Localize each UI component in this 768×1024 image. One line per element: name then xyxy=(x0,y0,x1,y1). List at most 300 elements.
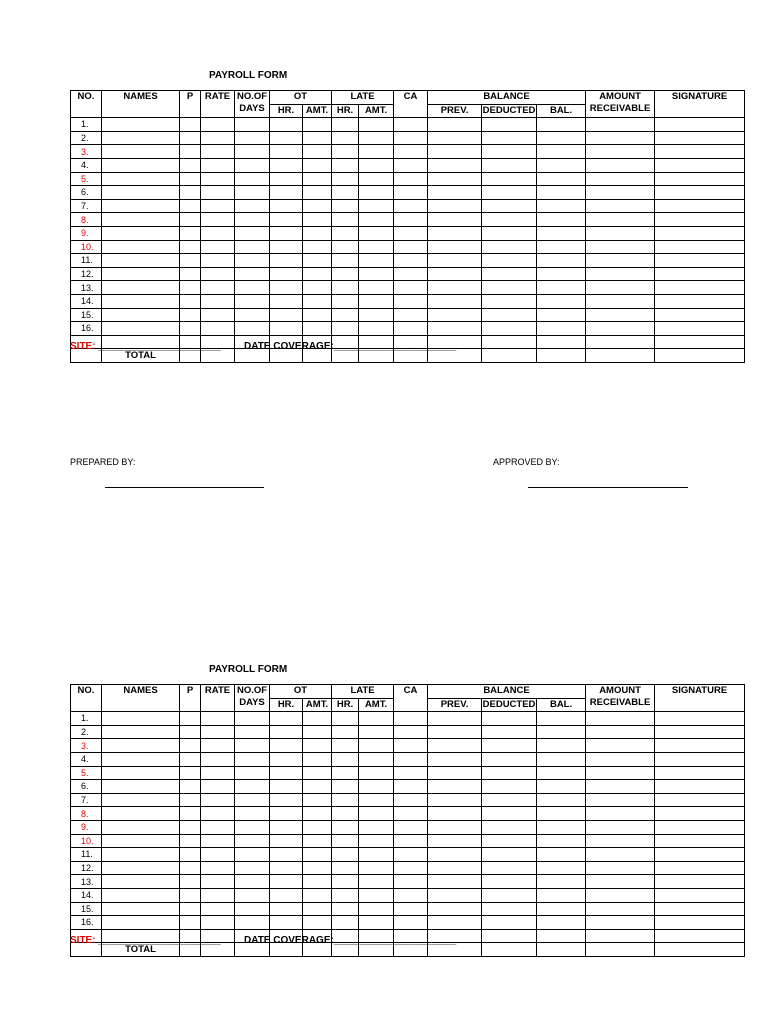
table-row xyxy=(71,294,745,308)
names-cell xyxy=(102,308,180,322)
p-cell xyxy=(180,888,201,902)
bal-cell xyxy=(537,902,586,916)
late-amt-cell xyxy=(359,186,394,200)
site-blank-line: ______________________ xyxy=(98,341,221,352)
late-hr-cell xyxy=(332,186,359,200)
table-row xyxy=(71,281,745,295)
ot-hr-cell xyxy=(270,240,303,254)
ot-amt-cell xyxy=(303,226,332,240)
amount-cell xyxy=(586,199,655,213)
date-coverage-label: DATE COVERAGE: xyxy=(244,935,334,946)
ot-amt-cell xyxy=(303,725,332,739)
prev-cell xyxy=(428,820,482,834)
names-cell xyxy=(102,848,180,862)
days-cell xyxy=(235,131,270,145)
days-cell xyxy=(235,213,270,227)
signature-cell xyxy=(655,861,745,875)
table-row xyxy=(71,820,745,834)
late-hr-cell xyxy=(332,916,359,930)
late-hr-cell xyxy=(332,888,359,902)
signature-cell xyxy=(655,780,745,794)
ca-cell xyxy=(394,172,428,186)
approved-by-label: APPROVED BY: xyxy=(493,457,560,467)
ca-cell xyxy=(394,739,428,753)
amount-cell xyxy=(586,834,655,848)
date-coverage-label: DATE COVERAGE: xyxy=(244,341,334,352)
names-cell xyxy=(102,172,180,186)
p-cell xyxy=(180,226,201,240)
late-hr-cell xyxy=(332,145,359,159)
p-cell xyxy=(180,739,201,753)
table-row xyxy=(71,322,745,336)
p-cell xyxy=(180,780,201,794)
bal-cell xyxy=(537,780,586,794)
late-hr-cell xyxy=(332,118,359,132)
days-cell xyxy=(235,888,270,902)
ot-hr-cell xyxy=(270,780,303,794)
late-hr-cell xyxy=(332,199,359,213)
ot-hr-cell xyxy=(270,752,303,766)
row-number: 7. xyxy=(71,793,102,807)
names-cell xyxy=(102,916,180,930)
header-days-line1: NO.OF xyxy=(236,91,268,102)
header-late-hr: HR. xyxy=(332,698,359,712)
site-label: SITE: xyxy=(70,935,96,946)
ca-cell xyxy=(394,834,428,848)
total-label: TOTAL xyxy=(102,943,180,957)
ot-hr-cell xyxy=(270,725,303,739)
header-days xyxy=(235,91,270,118)
ot-hr-cell xyxy=(270,158,303,172)
prev-cell xyxy=(428,131,482,145)
p-cell xyxy=(180,861,201,875)
late-hr-cell xyxy=(332,766,359,780)
row-number: 1. xyxy=(71,118,102,132)
rate-cell xyxy=(201,199,235,213)
amount-cell xyxy=(586,780,655,794)
signature-cell xyxy=(655,145,745,159)
header-row xyxy=(71,685,745,699)
header-amount-line2: RECEIVABLE xyxy=(589,697,651,708)
deducted-cell xyxy=(482,739,537,753)
table-row xyxy=(71,875,745,889)
days-cell xyxy=(235,118,270,132)
ot-hr-cell xyxy=(270,131,303,145)
days-cell xyxy=(235,172,270,186)
rate-cell xyxy=(201,861,235,875)
total-label: TOTAL xyxy=(102,349,180,363)
rate-cell xyxy=(201,780,235,794)
names-cell xyxy=(102,240,180,254)
late-amt-cell xyxy=(359,281,394,295)
late-hr-cell xyxy=(332,308,359,322)
deducted-cell xyxy=(482,131,537,145)
amount-cell xyxy=(586,145,655,159)
signature-cell xyxy=(655,848,745,862)
row-number: 10. xyxy=(71,240,102,254)
signature-cell xyxy=(655,712,745,726)
rate-cell xyxy=(201,172,235,186)
signature-cell xyxy=(655,766,745,780)
ca-cell xyxy=(394,766,428,780)
signature-cell xyxy=(655,888,745,902)
bal-cell xyxy=(537,281,586,295)
form-title: PAYROLL FORM xyxy=(209,664,288,675)
date-coverage xyxy=(244,341,456,352)
prev-cell xyxy=(428,712,482,726)
ot-hr-cell xyxy=(270,861,303,875)
total-bal-cell xyxy=(537,349,586,363)
table-row xyxy=(71,807,745,821)
prev-cell xyxy=(428,158,482,172)
rate-cell xyxy=(201,807,235,821)
p-cell xyxy=(180,213,201,227)
signature-cell xyxy=(655,902,745,916)
table-row xyxy=(71,131,745,145)
ot-hr-cell xyxy=(270,766,303,780)
header-late-amt: AMT. xyxy=(359,698,394,712)
rate-cell xyxy=(201,875,235,889)
ca-cell xyxy=(394,199,428,213)
amount-cell xyxy=(586,902,655,916)
names-cell xyxy=(102,213,180,227)
bal-cell xyxy=(537,861,586,875)
late-amt-cell xyxy=(359,780,394,794)
header-late-amt: AMT. xyxy=(359,104,394,118)
ot-hr-cell xyxy=(270,267,303,281)
late-amt-cell xyxy=(359,712,394,726)
ot-amt-cell xyxy=(303,294,332,308)
row-number: 8. xyxy=(71,807,102,821)
header-days xyxy=(235,685,270,712)
prev-cell xyxy=(428,226,482,240)
ot-amt-cell xyxy=(303,131,332,145)
date-coverage xyxy=(244,935,456,946)
bal-cell xyxy=(537,875,586,889)
row-number: 12. xyxy=(71,861,102,875)
names-cell xyxy=(102,739,180,753)
form-footer xyxy=(70,935,457,946)
days-cell xyxy=(235,725,270,739)
days-cell xyxy=(235,322,270,336)
prev-cell xyxy=(428,213,482,227)
row-number: 4. xyxy=(71,752,102,766)
deducted-cell xyxy=(482,766,537,780)
row-number: 12. xyxy=(71,267,102,281)
bal-cell xyxy=(537,335,586,349)
signature-cell xyxy=(655,199,745,213)
header-ca: CA xyxy=(394,685,428,712)
table-row xyxy=(71,118,745,132)
ot-amt-cell xyxy=(303,172,332,186)
signature-cell xyxy=(655,820,745,834)
table-row xyxy=(71,752,745,766)
names-cell xyxy=(102,145,180,159)
names-cell xyxy=(102,158,180,172)
header-ca: CA xyxy=(394,91,428,118)
ot-amt-cell xyxy=(303,820,332,834)
row-number: 6. xyxy=(71,186,102,200)
ot-hr-cell xyxy=(270,213,303,227)
row-number: 13. xyxy=(71,281,102,295)
p-cell xyxy=(180,322,201,336)
late-hr-cell xyxy=(332,820,359,834)
row-number: 11. xyxy=(71,254,102,268)
bal-cell xyxy=(537,131,586,145)
late-amt-cell xyxy=(359,739,394,753)
amount-cell xyxy=(586,186,655,200)
days-cell xyxy=(235,712,270,726)
deducted-cell xyxy=(482,888,537,902)
header-no: NO. xyxy=(71,685,102,712)
header-amount-line1: AMOUNT xyxy=(599,91,641,102)
table-row xyxy=(71,793,745,807)
header-ot: OT xyxy=(270,685,332,699)
days-cell xyxy=(235,739,270,753)
header-names: NAMES xyxy=(102,685,180,712)
p-cell xyxy=(180,725,201,739)
amount-cell xyxy=(586,807,655,821)
row-number: 5. xyxy=(71,766,102,780)
deducted-cell xyxy=(482,848,537,862)
late-amt-cell xyxy=(359,902,394,916)
signature-cell xyxy=(655,308,745,322)
signature-cell xyxy=(655,294,745,308)
header-balance: BALANCE xyxy=(428,685,586,699)
bal-cell xyxy=(537,240,586,254)
row-number: 1. xyxy=(71,712,102,726)
total-deducted-cell xyxy=(482,349,537,363)
p-cell xyxy=(180,118,201,132)
header-balance: BALANCE xyxy=(428,91,586,105)
ot-hr-cell xyxy=(270,308,303,322)
ca-cell xyxy=(394,916,428,930)
prev-cell xyxy=(428,807,482,821)
bal-cell xyxy=(537,199,586,213)
p-cell xyxy=(180,875,201,889)
rate-cell xyxy=(201,226,235,240)
header-names: NAMES xyxy=(102,91,180,118)
amount-cell xyxy=(586,916,655,930)
late-hr-cell xyxy=(332,739,359,753)
late-hr-cell xyxy=(332,793,359,807)
amount-cell xyxy=(586,294,655,308)
row-number: 13. xyxy=(71,875,102,889)
table-row xyxy=(71,186,745,200)
amount-cell xyxy=(586,712,655,726)
prev-cell xyxy=(428,172,482,186)
ca-cell xyxy=(394,793,428,807)
p-cell xyxy=(180,254,201,268)
late-hr-cell xyxy=(332,861,359,875)
deducted-cell xyxy=(482,916,537,930)
table-row xyxy=(71,725,745,739)
late-hr-cell xyxy=(332,254,359,268)
late-amt-cell xyxy=(359,752,394,766)
deducted-cell xyxy=(482,820,537,834)
row-number: 15. xyxy=(71,902,102,916)
date-coverage-blank-line: ______________________ xyxy=(333,341,457,352)
amount-cell xyxy=(586,267,655,281)
amount-cell xyxy=(586,820,655,834)
days-cell xyxy=(235,902,270,916)
ca-cell xyxy=(394,308,428,322)
bal-cell xyxy=(537,172,586,186)
ot-hr-cell xyxy=(270,199,303,213)
p-cell xyxy=(180,766,201,780)
prepared-by-signature-line xyxy=(105,487,264,488)
ot-hr-cell xyxy=(270,712,303,726)
names-cell xyxy=(102,820,180,834)
bal-cell xyxy=(537,213,586,227)
days-cell xyxy=(235,186,270,200)
prev-cell xyxy=(428,793,482,807)
deducted-cell xyxy=(482,834,537,848)
deducted-cell xyxy=(482,752,537,766)
rate-cell xyxy=(201,267,235,281)
table-row xyxy=(71,145,745,159)
names-cell xyxy=(102,888,180,902)
rate-cell xyxy=(201,240,235,254)
late-amt-cell xyxy=(359,254,394,268)
late-hr-cell xyxy=(332,213,359,227)
deducted-cell xyxy=(482,875,537,889)
amount-cell xyxy=(586,254,655,268)
late-amt-cell xyxy=(359,145,394,159)
p-cell xyxy=(180,240,201,254)
table-row xyxy=(71,172,745,186)
site-blank-line: ______________________ xyxy=(98,935,221,946)
table-row xyxy=(71,834,745,848)
ot-amt-cell xyxy=(303,766,332,780)
table-row xyxy=(71,213,745,227)
ca-cell xyxy=(394,267,428,281)
header-amount-receivable xyxy=(586,685,655,712)
row-number: 3. xyxy=(71,145,102,159)
total-amount-cell xyxy=(586,349,655,363)
names-cell xyxy=(102,725,180,739)
deducted-cell xyxy=(482,267,537,281)
p-cell xyxy=(180,172,201,186)
amount-cell xyxy=(586,848,655,862)
names-cell xyxy=(102,281,180,295)
ca-cell xyxy=(394,322,428,336)
days-cell xyxy=(235,226,270,240)
signature-cell xyxy=(655,240,745,254)
prev-cell xyxy=(428,902,482,916)
ot-amt-cell xyxy=(303,199,332,213)
bal-cell xyxy=(537,712,586,726)
late-hr-cell xyxy=(332,834,359,848)
p-cell xyxy=(180,267,201,281)
late-hr-cell xyxy=(332,240,359,254)
ot-amt-cell xyxy=(303,240,332,254)
bal-cell xyxy=(537,118,586,132)
days-cell xyxy=(235,199,270,213)
names-cell xyxy=(102,254,180,268)
rate-cell xyxy=(201,725,235,739)
days-cell xyxy=(235,848,270,862)
deducted-cell xyxy=(482,322,537,336)
prev-cell xyxy=(428,308,482,322)
table-row xyxy=(71,712,745,726)
amount-cell xyxy=(586,929,655,943)
days-cell xyxy=(235,793,270,807)
days-cell xyxy=(235,861,270,875)
ca-cell xyxy=(394,712,428,726)
row-number: 16. xyxy=(71,916,102,930)
days-cell xyxy=(235,254,270,268)
total-deducted-cell xyxy=(482,943,537,957)
names-cell xyxy=(102,131,180,145)
p-cell xyxy=(180,902,201,916)
signature-cell xyxy=(655,916,745,930)
header-ot-amt: AMT. xyxy=(303,698,332,712)
prev-cell xyxy=(428,267,482,281)
row-number: 7. xyxy=(71,199,102,213)
table-row xyxy=(71,780,745,794)
days-cell xyxy=(235,834,270,848)
late-hr-cell xyxy=(332,226,359,240)
prev-cell xyxy=(428,145,482,159)
late-amt-cell xyxy=(359,172,394,186)
amount-cell xyxy=(586,766,655,780)
late-amt-cell xyxy=(359,807,394,821)
ot-hr-cell xyxy=(270,226,303,240)
header-prev: PREV. xyxy=(428,104,482,118)
prev-cell xyxy=(428,861,482,875)
ca-cell xyxy=(394,254,428,268)
bal-cell xyxy=(537,888,586,902)
approved-by-signature-line xyxy=(528,487,688,488)
ot-amt-cell xyxy=(303,254,332,268)
late-hr-cell xyxy=(332,902,359,916)
ot-amt-cell xyxy=(303,902,332,916)
deducted-cell xyxy=(482,199,537,213)
days-cell xyxy=(235,780,270,794)
ot-amt-cell xyxy=(303,752,332,766)
signature-cell xyxy=(655,186,745,200)
p-cell xyxy=(180,145,201,159)
ot-amt-cell xyxy=(303,888,332,902)
late-amt-cell xyxy=(359,793,394,807)
header-days-line2: DAYS xyxy=(239,697,265,708)
ca-cell xyxy=(394,861,428,875)
deducted-cell xyxy=(482,213,537,227)
total-signature-cell xyxy=(655,349,745,363)
rate-cell xyxy=(201,213,235,227)
ot-hr-cell xyxy=(270,186,303,200)
prev-cell xyxy=(428,322,482,336)
deducted-cell xyxy=(482,294,537,308)
late-amt-cell xyxy=(359,267,394,281)
row-number: 9. xyxy=(71,226,102,240)
days-cell xyxy=(235,294,270,308)
ca-cell xyxy=(394,158,428,172)
header-amount-receivable xyxy=(586,91,655,118)
ot-hr-cell xyxy=(270,902,303,916)
row-number: 11. xyxy=(71,848,102,862)
rate-cell xyxy=(201,834,235,848)
bal-cell xyxy=(537,834,586,848)
late-amt-cell xyxy=(359,131,394,145)
header-ot-hr: HR. xyxy=(270,104,303,118)
row-number: 14. xyxy=(71,888,102,902)
header-ot: OT xyxy=(270,91,332,105)
names-cell xyxy=(102,712,180,726)
bal-cell xyxy=(537,793,586,807)
signature-cell xyxy=(655,875,745,889)
